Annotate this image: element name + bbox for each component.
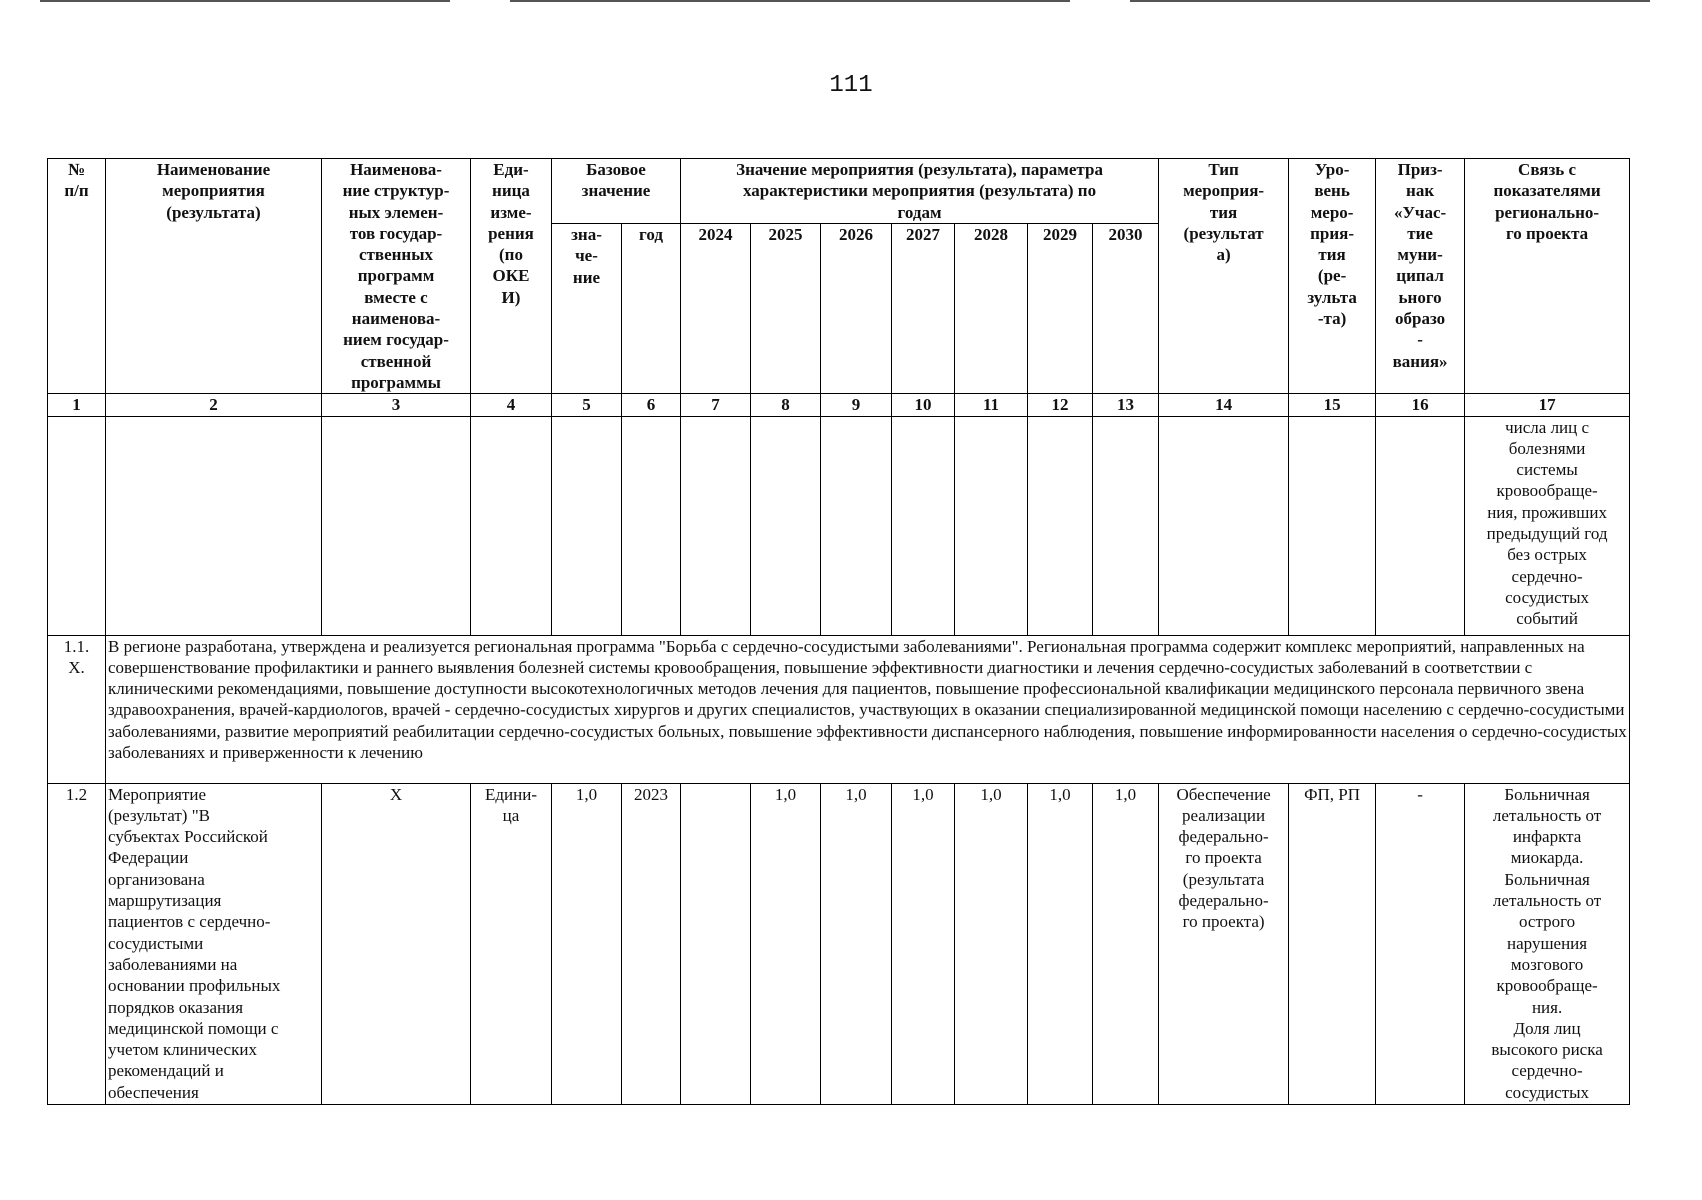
year-value: 1,0 xyxy=(1093,783,1159,1104)
link-cell: Больничная летальность от инфаркта миокарда. Больничная летальность от острого нарушения мозгового кровообраще- ния. Доля лиц высокого риска сердечно- сосудистых xyxy=(1465,783,1630,1104)
column-number: 15 xyxy=(1289,394,1376,416)
year-value: 1,0 xyxy=(751,783,821,1104)
column-number: 17 xyxy=(1465,394,1630,416)
empty-cell xyxy=(821,416,892,635)
empty-cell xyxy=(471,416,552,635)
measures-table xyxy=(47,158,1630,1105)
column-number: 10 xyxy=(892,394,955,416)
row-number: 1.2 xyxy=(48,783,106,1104)
unit-cell: Едини- ца xyxy=(471,783,552,1104)
column-number: 5 xyxy=(552,394,622,416)
header-year: 2025 xyxy=(751,223,821,393)
link-cell: числа лиц с болезнями системы кровообраще- ния, проживших предыдущий год без острых сердечно- сосудистых событий xyxy=(1465,416,1630,635)
header-no: № п/п xyxy=(48,159,106,394)
column-number-row xyxy=(48,394,1630,416)
column-number: 11 xyxy=(955,394,1028,416)
year-value: 1,0 xyxy=(892,783,955,1104)
empty-cell xyxy=(892,416,955,635)
empty-cell xyxy=(1093,416,1159,635)
empty-cell xyxy=(1289,416,1376,635)
column-number: 7 xyxy=(681,394,751,416)
document-sheet xyxy=(47,158,1629,1105)
column-number: 2 xyxy=(106,394,322,416)
section-number: 1.1. Х. xyxy=(48,635,106,783)
column-number: 4 xyxy=(471,394,552,416)
column-number: 14 xyxy=(1159,394,1289,416)
header-year: 2029 xyxy=(1028,223,1093,393)
header-level: Уро- вень меро- прия- тия (ре- зульта -та) xyxy=(1289,159,1376,394)
header-year: 2024 xyxy=(681,223,751,393)
empty-cell xyxy=(322,416,471,635)
empty-cell xyxy=(681,416,751,635)
table-row xyxy=(48,783,1630,1104)
empty-cell xyxy=(751,416,821,635)
year-value xyxy=(681,783,751,1104)
municipal-sign: - xyxy=(1376,783,1465,1104)
scan-edge-line xyxy=(40,0,450,2)
year-value: 1,0 xyxy=(1028,783,1093,1104)
page-number: 111 xyxy=(829,72,873,99)
column-number: 12 xyxy=(1028,394,1093,416)
continuation-row xyxy=(48,416,1630,635)
scan-edge-line xyxy=(510,0,1070,2)
column-number: 8 xyxy=(751,394,821,416)
empty-cell xyxy=(48,416,106,635)
base-value: 1,0 xyxy=(552,783,622,1104)
header-base-year: год xyxy=(622,223,681,393)
column-number: 13 xyxy=(1093,394,1159,416)
empty-cell xyxy=(552,416,622,635)
scan-edge-line xyxy=(1130,0,1650,2)
column-number: 9 xyxy=(821,394,892,416)
year-value: 1,0 xyxy=(821,783,892,1104)
measure-level: ФП, РП xyxy=(1289,783,1376,1104)
measure-name: Мероприятие (результат) "В субъектах Российской Федерации организована маршрутизация пациентов с сердечно- сосудистыми заболеваниями на основании профильных порядков оказания медицинской помощи с учетом клинических рекомендаций и обеспечения xyxy=(106,783,322,1104)
column-number: 6 xyxy=(622,394,681,416)
header-base: Базовое значение xyxy=(552,159,681,224)
header-year: 2028 xyxy=(955,223,1028,393)
header-name: Наименование мероприятия (результата) xyxy=(106,159,322,394)
header-row xyxy=(48,159,1630,224)
section-description: В регионе разработана, утверждена и реализуется региональная программа "Борьба с сердечно-сосудистыми заболеваниями". Региональная программа содержит комплекс мероприятий, направленных на совершенствование профилактики и раннего выявления болезней системы кровообращения, повышение эффективности диагностики и лечения сердечно-сосудистых заболеваний в соответствии с клиническими рекомендациями, повышение доступности высокотехнологичных методов лечения для пациентов, повышение профессиональной квалификации медицинского персонала первичного звена здравоохранения, врачей-кардиологов, врачей - сердечно-сосудистых хирургов и других специалистов, участвующих в оказании специализированной медицинской помощи населению с сердечно-сосудистыми заболеваниями, развитие мероприятий реабилитации сердечно-сосудистых больных, повышение эффективности диспансерного наблюдения, повышение информированности населения о сердечно-сосудистых заболеваниях и приверженности к лечению xyxy=(106,635,1630,783)
year-value: 1,0 xyxy=(955,783,1028,1104)
header-unit: Еди- ница изме- рения (по ОКЕ И) xyxy=(471,159,552,394)
column-number: 3 xyxy=(322,394,471,416)
empty-cell xyxy=(1376,416,1465,635)
structural-element: X xyxy=(322,783,471,1104)
header-structural: Наименова- ние структур- ных элемен- тов государ- ственных программ вместе с наименова- нием государ- ственной программы xyxy=(322,159,471,394)
column-number: 16 xyxy=(1376,394,1465,416)
header-year: 2030 xyxy=(1093,223,1159,393)
header-year: 2026 xyxy=(821,223,892,393)
empty-cell xyxy=(106,416,322,635)
empty-cell xyxy=(622,416,681,635)
header-base-value: зна- че- ние xyxy=(552,223,622,393)
base-year: 2023 xyxy=(622,783,681,1104)
empty-cell xyxy=(1028,416,1093,635)
measure-type: Обеспечение реализации федерально- го проекта (результата федерально- го проекта) xyxy=(1159,783,1289,1104)
empty-cell xyxy=(955,416,1028,635)
header-sign: Приз- нак «Учас- тие муни- ципал ьного образо - вания» xyxy=(1376,159,1465,394)
header-values: Значение мероприятия (результата), параметра характеристики мероприятия (результата) по годам xyxy=(681,159,1159,224)
header-type: Тип мероприя- тия (результат а) xyxy=(1159,159,1289,394)
header-link: Связь с показателями регионально- го проекта xyxy=(1465,159,1630,394)
section-row xyxy=(48,635,1630,783)
header-year: 2027 xyxy=(892,223,955,393)
column-number: 1 xyxy=(48,394,106,416)
empty-cell xyxy=(1159,416,1289,635)
